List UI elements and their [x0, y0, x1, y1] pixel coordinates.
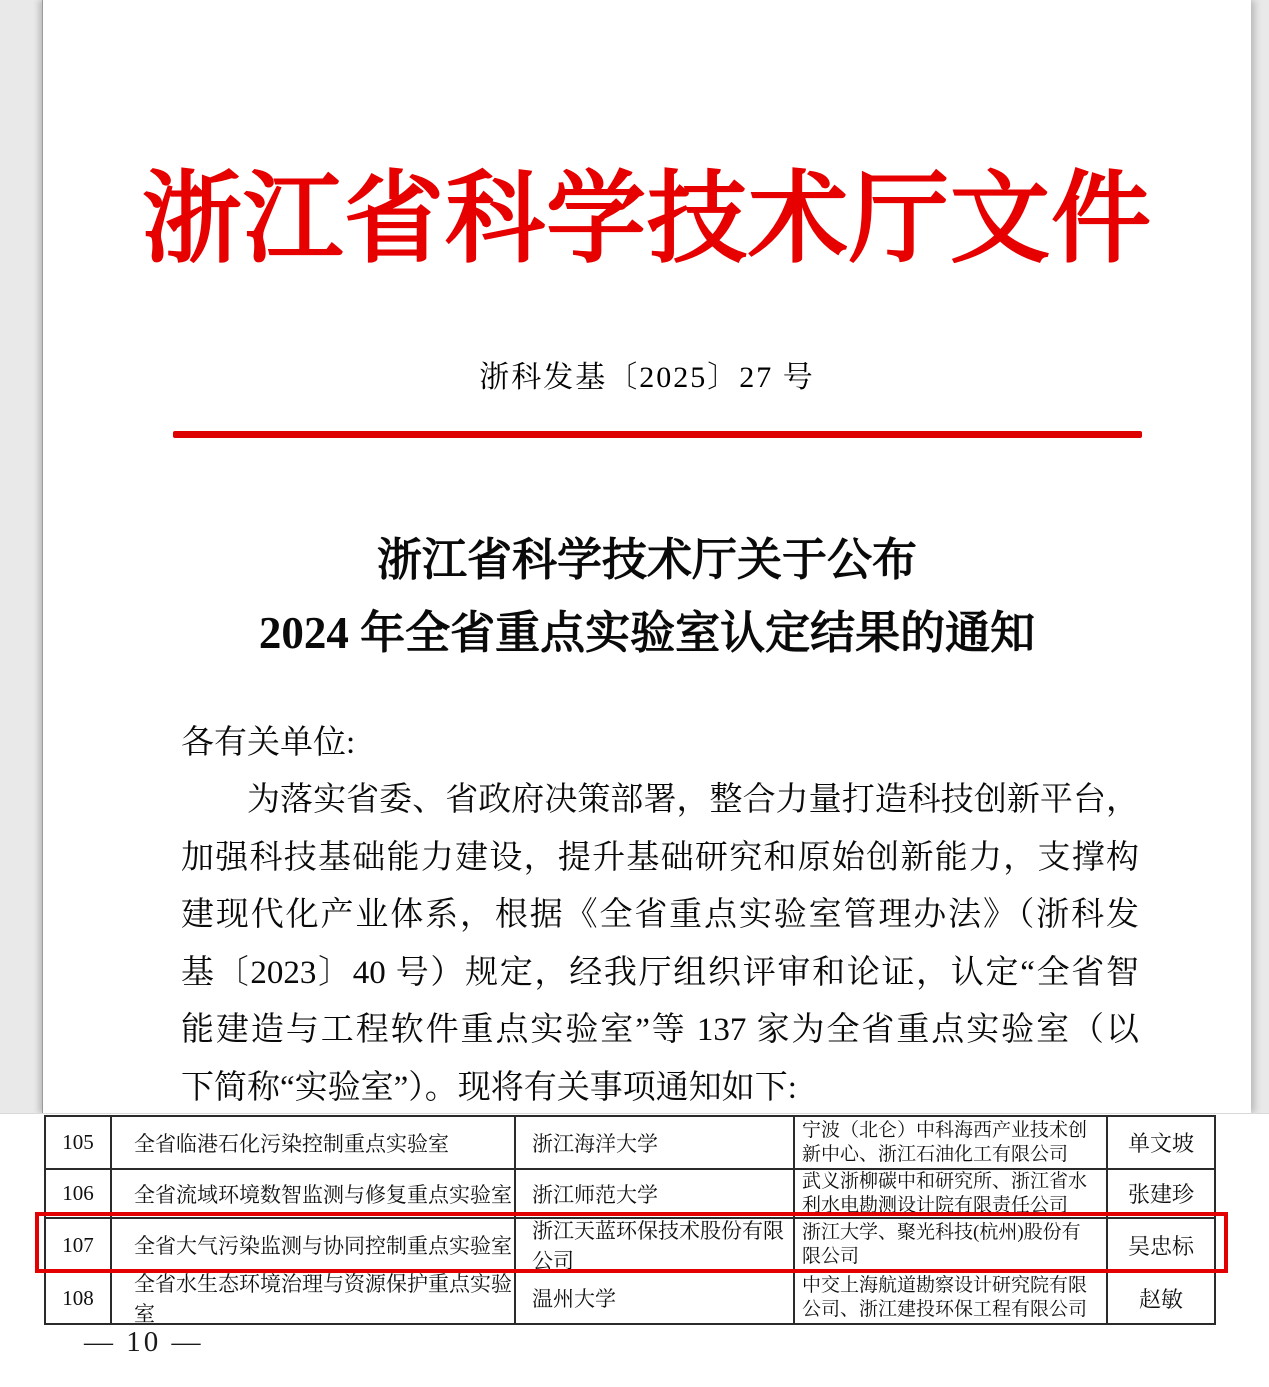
table-row — [46, 1170, 1214, 1219]
salutation: 各有关单位: — [181, 725, 356, 761]
body-line: 能建造与工程软件重点实验室”等 137 家为全省重点实验室（以 — [181, 1012, 1139, 1048]
partner-units-cell: 中交上海航道勘察设计研究院有限公司、浙江建投环保工程有限公司 — [795, 1273, 1108, 1323]
director-cell: 吴忠标 — [1127, 1233, 1194, 1259]
host-unit-cell: 浙江师范大学 — [516, 1170, 795, 1217]
lab-name-cell: 全省大气污染监测与协同控制重点实验室 — [112, 1219, 516, 1271]
notice-title-line1: 浙江省科学技术厅关于公布 — [376, 535, 917, 585]
body-line: 下简称“实验室”）。现将有关事项通知如下: — [181, 1069, 797, 1106]
page-number: — 10 — — [84, 1326, 204, 1358]
row-number-cell: 106 — [46, 1170, 112, 1217]
body-line: 为落实省委、省政府决策部署，整合力量打造科技创新平台， — [247, 782, 1139, 818]
red-divider-rule — [173, 431, 1142, 438]
host-unit-cell: 浙江天蓝环保技术股份有限公司 — [516, 1219, 795, 1271]
partner-units-cell: 武义浙柳碳中和研究所、浙江省水利水电勘测设计院有限责任公司 — [795, 1170, 1108, 1217]
lab-name-cell: 全省流域环境数智监测与修复重点实验室 — [112, 1170, 516, 1217]
lab-list-table-section — [0, 1113, 1269, 1387]
document-number: 浙科发基〔2025〕27 号 — [479, 361, 815, 394]
host-unit-cell: 温州大学 — [516, 1273, 795, 1323]
director-cell: 赵敏 — [1138, 1286, 1183, 1312]
document-page — [42, 0, 1251, 1113]
table-row — [46, 1272, 1214, 1326]
partner-units-cell: 宁波（北仑）中科海西产业技术创新中心、浙江石油化工有限公司 — [795, 1117, 1108, 1168]
row-number-cell: 108 — [46, 1273, 112, 1323]
red-letterhead-title: 浙江省科学技术厅文件 — [142, 164, 1152, 275]
lab-name-cell: 全省临港石化污染控制重点实验室 — [112, 1117, 516, 1168]
partner-units-cell: 浙江大学、聚光科技(杭州)股份有限公司 — [795, 1219, 1108, 1271]
body-paragraph — [181, 772, 1139, 1117]
host-unit-cell: 浙江海洋大学 — [516, 1117, 795, 1168]
body-line: 基〔2023〕40 号）规定，经我厅组织评审和论证，认定“全省智 — [181, 954, 1139, 991]
row-number-cell: 107 — [46, 1219, 112, 1271]
table-row — [46, 1117, 1214, 1170]
director-cell: 张建珍 — [1127, 1182, 1194, 1207]
lab-name-cell: 全省水生态环境治理与资源保护重点实验室 — [112, 1273, 516, 1323]
row-number-cell: 105 — [46, 1117, 112, 1168]
body-line: 建现代化产业体系，根据《全省重点实验室管理办法》（浙科发 — [181, 897, 1139, 933]
body-line: 加强科技基础能力建设，提升基础研究和原始创新能力，支撑构 — [181, 839, 1139, 876]
director-cell: 单文坡 — [1127, 1131, 1194, 1156]
notice-title-line2: 2024 年全省重点实验室认定结果的通知 — [258, 608, 1036, 658]
table-row — [46, 1219, 1214, 1273]
key-lab-table — [44, 1115, 1216, 1325]
